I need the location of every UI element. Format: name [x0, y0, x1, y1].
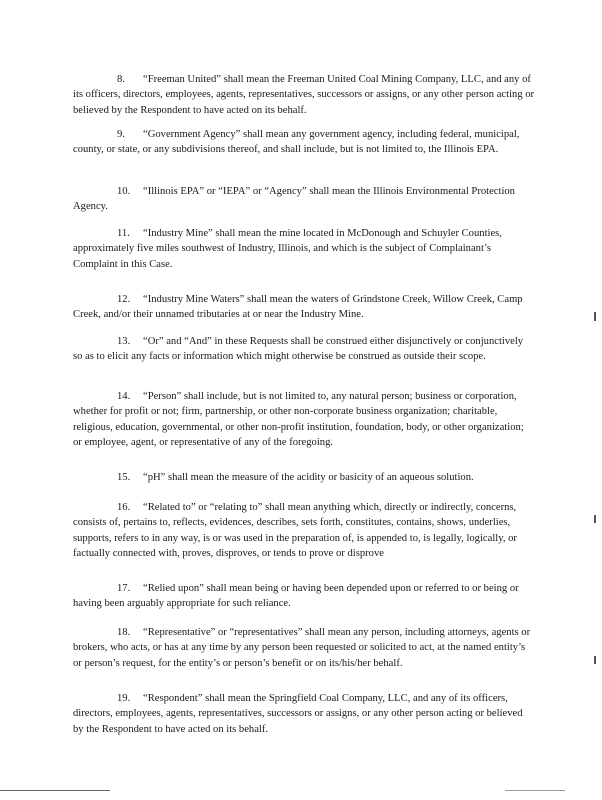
paragraph-number: 15. [117, 472, 131, 483]
paragraph-number: 8. [117, 74, 125, 85]
paragraph-number: 14. [117, 391, 131, 402]
paragraph-number: 11. [117, 228, 130, 239]
paragraph-text: “Person” shall include, but is not limited to, any natural person; business or corporation, whether for profit or not; firm, partnership, or other non-corporate business organization; charitable, religious, education, governmental, or other non-profit institution, foundation, body, or other organization; or employee, agent, or representative of any of the foregoing. [73, 391, 524, 449]
scan-artifact [594, 312, 596, 321]
definition-paragraph-9 [73, 127, 535, 158]
footer-scan-line [505, 790, 565, 791]
paragraph-number: 18. [117, 627, 131, 638]
definition-paragraph-15 [73, 470, 535, 485]
definition-paragraph-11 [73, 226, 535, 272]
scan-artifact [594, 515, 596, 523]
definition-paragraph-14 [73, 389, 535, 451]
definition-paragraph-12 [73, 292, 535, 323]
paragraph-number: 13. [117, 336, 131, 347]
definition-paragraph-16 [73, 500, 535, 562]
paragraph-text: “Freeman United” shall mean the Freeman United Coal Mining Company, LLC, and any of its officers, directors, employees, agents, representatives, successors or assigns, or any other person acting or believed by the Respondent to have acted on its behalf. [73, 74, 535, 116]
paragraph-text: “Industry Mine” shall mean the mine located in McDonough and Schuyler Counties, approximately five miles southwest of Industry, Illinois, and which is the subject of Complainant’s Complaint in this Case. [73, 228, 502, 270]
paragraph-text: “pH” shall mean the measure of the acidity or basicity of an aqueous solution. [143, 472, 474, 483]
paragraph-number: 16. [117, 502, 131, 513]
paragraph-text: “Industry Mine Waters” shall mean the waters of Grindstone Creek, Willow Creek, Camp Creek, and/or their unnamed tributaries at or near the Industry Mine. [73, 294, 523, 321]
definition-paragraph-10 [73, 184, 535, 215]
paragraph-text: “Related to” or “relating to” shall mean anything which, directly or indirectly, concerns, consists of, pertains to, reflects, evidences, describes, sets forth, constitutes, contains, shows, underlies, supports, refers to in any way, is or was used in the preparation of, is appended to, is legally, logically, or factually connected with, proves, disproves, or tends to prove or disprove [73, 502, 517, 560]
definition-paragraph-13 [73, 334, 535, 365]
definition-paragraph-19 [73, 691, 535, 737]
paragraph-text: “Relied upon” shall mean being or having been depended upon or referred to or being or having been arguably appropriate for such reliance. [73, 583, 519, 610]
scan-artifact [594, 656, 596, 664]
paragraph-number: 10. [117, 186, 131, 197]
paragraph-number: 19. [117, 693, 131, 704]
definition-paragraph-17 [73, 581, 535, 612]
paragraph-text: “Or” and “And” in these Requests shall be construed either disjunctively or conjunctively so as to elicit any facts or information which might otherwise be construed as outside their scope. [73, 336, 524, 363]
paragraph-text: “Respondent” shall mean the Springfield Coal Company, LLC, and any of its officers, directors, employees, agents, representatives, successors or assigns, or any other person acting or believed by the Respondent to have acted on its behalf. [73, 693, 523, 735]
paragraph-number: 12. [117, 294, 131, 305]
paragraph-text: “Government Agency” shall mean any government agency, including federal, municipal, county, or state, or any subdivisions thereof, and shall include, but is not limited to, the Illinois EPA. [73, 129, 520, 156]
paragraph-text: “Representative” or “representatives” shall mean any person, including attorneys, agents or brokers, who acts, or has at any time by any person been requested or solicited to act, at the named entity’s or person’s request, for the entity’s or person’s benefit or on its/his/her behalf. [73, 627, 531, 669]
paragraph-number: 9. [117, 129, 125, 140]
definition-paragraph-8 [73, 72, 535, 118]
footer-scan-line [0, 790, 110, 791]
paragraph-text: “Illinois EPA” or “IEPA” or “Agency” shall mean the Illinois Environmental Protection Agency. [73, 186, 515, 213]
definition-paragraph-18 [73, 625, 535, 671]
paragraph-number: 17. [117, 583, 131, 594]
